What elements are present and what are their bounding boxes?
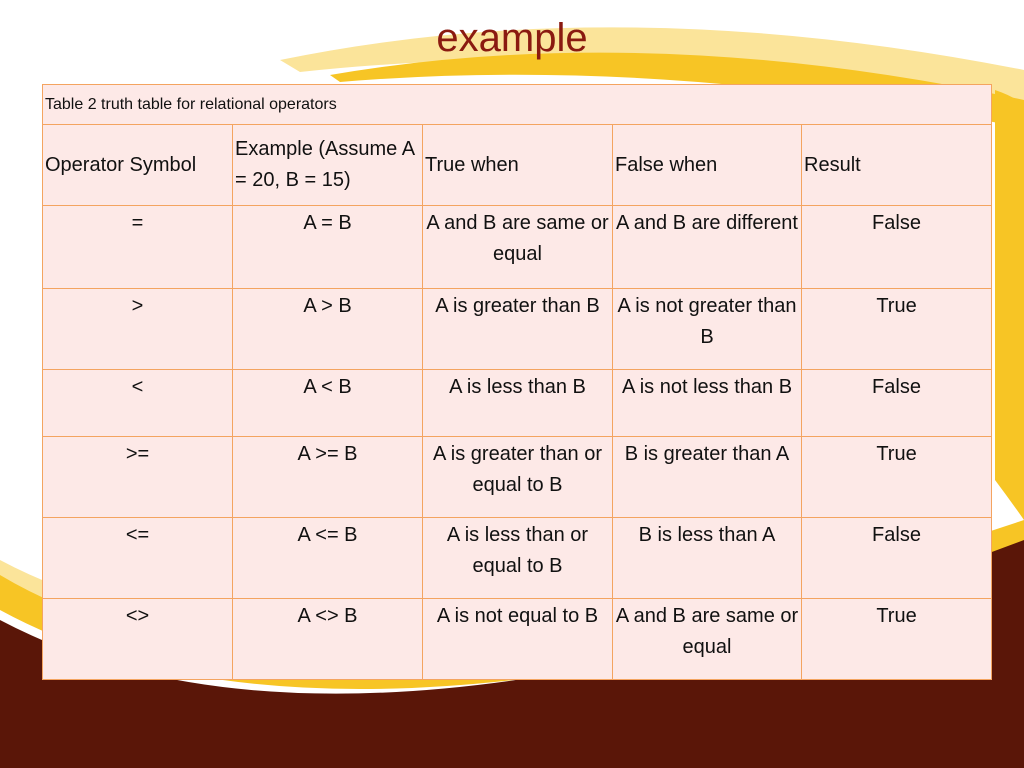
false-when-cell: A and B are same or equal bbox=[613, 599, 802, 680]
result-cell: True bbox=[802, 437, 992, 518]
table-row bbox=[43, 370, 992, 437]
false-when-cell: B is less than A bbox=[613, 518, 802, 599]
false-when-cell: A is not greater than B bbox=[613, 289, 802, 370]
operator-cell: <> bbox=[43, 599, 233, 680]
header-cell: Result bbox=[802, 125, 992, 206]
result-cell: False bbox=[802, 370, 992, 437]
true-when-cell: A and B are same or equal bbox=[423, 206, 613, 289]
header-cell: True when bbox=[423, 125, 613, 206]
table-row bbox=[43, 599, 992, 680]
true-when-cell: A is greater than or equal to B bbox=[423, 437, 613, 518]
false-when-cell: A and B are different bbox=[613, 206, 802, 289]
operator-cell: >= bbox=[43, 437, 233, 518]
example-cell: A >= B bbox=[233, 437, 423, 518]
slide-title: example bbox=[436, 16, 588, 60]
result-cell: True bbox=[802, 289, 992, 370]
operator-cell: = bbox=[43, 206, 233, 289]
table-row bbox=[43, 518, 992, 599]
table-row bbox=[43, 206, 992, 289]
table-row bbox=[43, 437, 992, 518]
right-swoosh-yellow bbox=[995, 90, 1024, 520]
result-cell: False bbox=[802, 518, 992, 599]
example-cell: A <> B bbox=[233, 599, 423, 680]
truth-table bbox=[42, 84, 992, 680]
example-cell: A < B bbox=[233, 370, 423, 437]
example-cell: A > B bbox=[233, 289, 423, 370]
true-when-cell: A is less than B bbox=[423, 370, 613, 437]
table-caption-row bbox=[43, 85, 992, 125]
header-cell: Operator Symbol bbox=[43, 125, 233, 206]
example-cell: A = B bbox=[233, 206, 423, 289]
true-when-cell: A is greater than B bbox=[423, 289, 613, 370]
header-cell: Example (Assume A = 20, B = 15) bbox=[233, 125, 423, 206]
operator-cell: > bbox=[43, 289, 233, 370]
result-cell: True bbox=[802, 599, 992, 680]
table-row bbox=[43, 289, 992, 370]
operator-cell: < bbox=[43, 370, 233, 437]
header-cell: False when bbox=[613, 125, 802, 206]
table-caption: Table 2 truth table for relational operators bbox=[43, 85, 992, 125]
true-when-cell: A is not equal to B bbox=[423, 599, 613, 680]
result-cell: False bbox=[802, 206, 992, 289]
operator-cell: <= bbox=[43, 518, 233, 599]
false-when-cell: B is greater than A bbox=[613, 437, 802, 518]
true-when-cell: A is less than or equal to B bbox=[423, 518, 613, 599]
example-cell: A <= B bbox=[233, 518, 423, 599]
table-header-row bbox=[43, 125, 992, 206]
false-when-cell: A is not less than B bbox=[613, 370, 802, 437]
